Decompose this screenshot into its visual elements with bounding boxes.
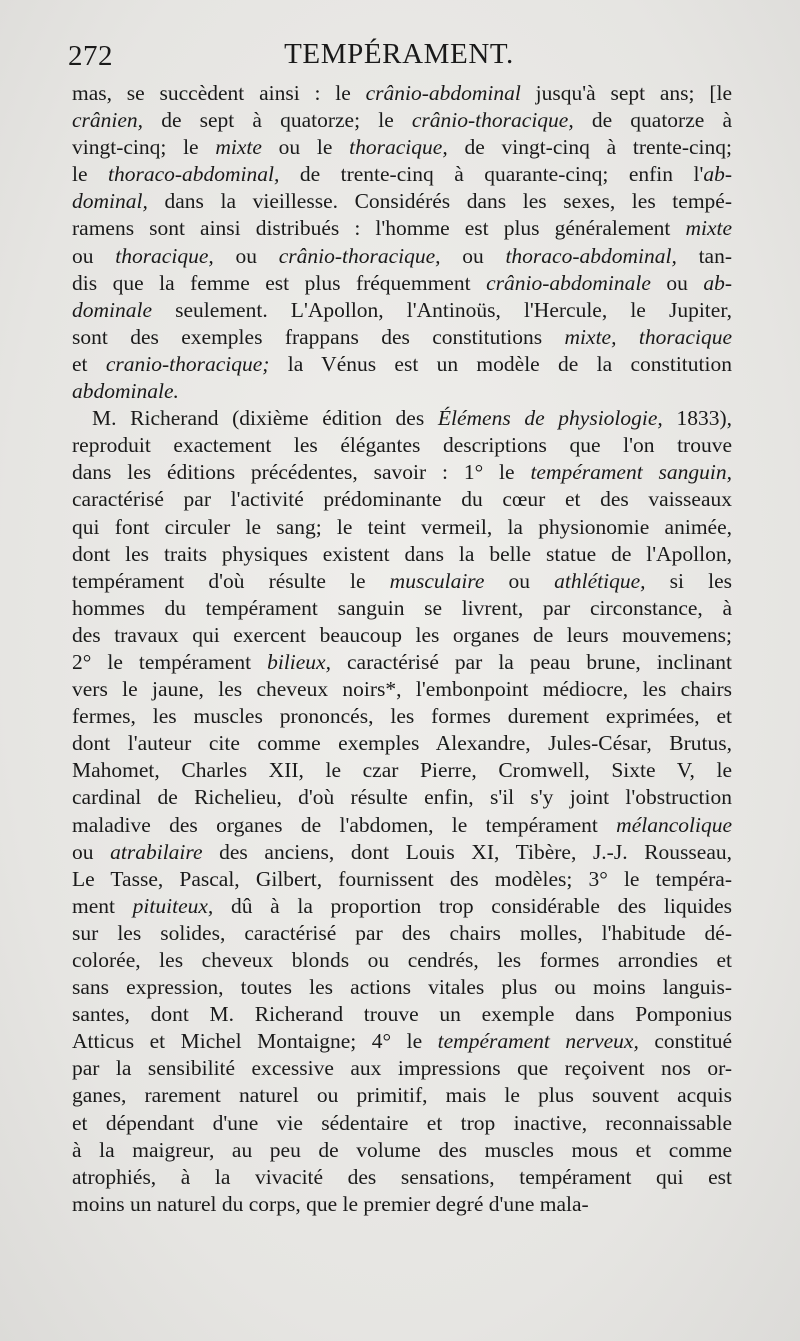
text-run: hommes du tempérament sanguin se livrent, par circonstance, à	[72, 595, 732, 620]
text-line	[72, 730, 732, 757]
text-run: vers le jaune, les cheveux noirs*, l'embonpoint médiocre, les chairs	[72, 677, 732, 702]
italic-text: ab-	[703, 270, 732, 295]
italic-text: mélancolique	[616, 812, 732, 837]
text-run: Mahomet, Charles XII, le czar Pierre, Cromwell, Sixte V, le	[72, 758, 732, 783]
italic-text: Élémens de physiologie,	[437, 406, 663, 431]
text-line	[72, 920, 732, 947]
italic-text: dominal,	[72, 189, 148, 214]
text-line	[72, 947, 732, 974]
text-run: vingt-cinq; le	[72, 135, 216, 160]
text-line	[72, 568, 732, 595]
text-line	[72, 324, 732, 351]
italic-text: crânio-abdominal	[365, 81, 521, 105]
text-line	[72, 1191, 732, 1218]
text-line	[72, 1001, 732, 1028]
running-title: TEMPÉRAMENT.	[284, 38, 514, 70]
text-line	[72, 459, 732, 486]
text-line	[72, 974, 732, 1001]
text-line	[72, 297, 732, 324]
page-number: 272	[68, 40, 113, 72]
text-run: ganes, rarement naturel ou primitif, mais le plus souvent acquis	[72, 1083, 732, 1108]
text-run: caractérisé par la peau brune, inclinant	[330, 649, 732, 674]
body-text	[72, 80, 732, 1218]
text-line	[72, 866, 732, 893]
text-line	[72, 80, 732, 107]
italic-text: mixte	[685, 216, 732, 241]
text-run: des anciens, dont Louis XI, Tibère, J.-J. Rousseau,	[202, 839, 732, 864]
text-line	[72, 595, 732, 622]
text-run: ment	[72, 893, 133, 918]
text-run: ou	[440, 243, 506, 268]
text-line	[72, 514, 732, 541]
text-line	[72, 351, 732, 378]
text-run: si les	[645, 568, 732, 593]
text-line	[72, 134, 732, 161]
text-line	[72, 378, 732, 405]
italic-text: thoracique,	[115, 243, 214, 268]
italic-text: mixte, thoracique	[564, 324, 732, 349]
italic-text: dominale	[72, 297, 153, 322]
text-line	[72, 757, 732, 784]
italic-text: tempérament sanguin,	[530, 460, 732, 485]
text-run: maladive des organes de l'abdomen, le tempérament	[72, 812, 617, 837]
text-line	[72, 1028, 732, 1055]
italic-text: thoraco-abdominal,	[107, 162, 280, 187]
text-run: ou	[72, 243, 116, 268]
text-run: sont des exemples frappans des constitutions	[72, 324, 565, 349]
text-line	[72, 839, 732, 866]
text-run: dont les traits physiques existent dans la belle statue de l'Apollon,	[72, 541, 732, 566]
italic-text: crânien,	[72, 108, 144, 133]
text-run: des travaux qui exercent beaucoup les organes de leurs mouvemens;	[72, 622, 732, 647]
italic-text: thoracique,	[349, 135, 448, 160]
text-run: le	[72, 162, 108, 187]
text-line	[72, 486, 732, 513]
text-line	[72, 784, 732, 811]
text-line	[72, 676, 732, 703]
text-run: constitué	[638, 1029, 732, 1054]
italic-text: athlétique,	[554, 568, 646, 593]
text-run: mas, se succèdent ainsi : le	[72, 81, 366, 105]
text-run: moins un naturel du corps, que le premier degré d'une mala-	[72, 1191, 589, 1216]
text-run: et dépendant d'une vie sédentaire et trop inactive, reconnaissable	[72, 1110, 732, 1135]
text-line	[72, 270, 732, 297]
text-run: de vingt-cinq à trente-cinq;	[447, 135, 732, 160]
italic-text: crânio-thoracique,	[411, 108, 574, 133]
text-run: caractérisé par l'activité prédominante du cœur et des vaisseaux	[72, 487, 732, 512]
text-run: M. Richerand (dixième édition des	[92, 406, 438, 431]
text-line	[72, 1110, 732, 1137]
text-run: de sept à quatorze; le	[143, 108, 412, 133]
text-run: dont l'auteur cite comme exemples Alexandre, Jules-César, Brutus,	[72, 731, 732, 756]
text-run: dis que la femme est plus fréquemment	[72, 270, 487, 295]
text-run: tempérament d'où résulte le	[72, 568, 390, 593]
text-line	[72, 161, 732, 188]
italic-text: crânio-abdominale	[486, 270, 651, 295]
text-run: Atticus et Michel Montaigne; 4° le	[72, 1029, 438, 1054]
text-run: atrophiés, à la vivacité des sensations, tempérament qui est	[72, 1164, 732, 1189]
italic-text: bilieux,	[267, 649, 331, 674]
italic-text: mixte	[215, 135, 262, 160]
text-line	[72, 1137, 732, 1164]
text-line	[72, 243, 732, 270]
italic-text: atrabilaire	[110, 839, 203, 864]
text-run: ou	[72, 839, 111, 864]
text-run: sans expression, toutes les actions vitales plus ou moins languis-	[72, 975, 732, 1000]
text-line	[72, 703, 732, 730]
text-run: ou le	[261, 135, 350, 160]
page-header	[68, 38, 730, 74]
text-run: Le Tasse, Pascal, Gilbert, fournissent des modèles; 3° le tempéra-	[72, 866, 732, 891]
text-line	[72, 541, 732, 568]
text-run: ramens sont ainsi distribués : l'homme est plus généralement	[72, 216, 686, 241]
italic-text: cranio-thoracique;	[105, 351, 270, 376]
text-run: jusqu'à sept ans; [le	[520, 81, 732, 105]
text-run: cardinal de Richelieu, d'où résulte enfin, s'il s'y joint l'obstruction	[72, 785, 732, 810]
text-run: reproduit exactement les élégantes descriptions que l'on trouve	[72, 433, 732, 458]
text-line	[72, 649, 732, 676]
text-line	[72, 893, 732, 920]
text-line	[72, 1055, 732, 1082]
text-line	[72, 215, 732, 242]
text-run: ou	[213, 243, 279, 268]
text-run: tan-	[676, 243, 732, 268]
text-run: dans la vieillesse. Considérés dans les sexes, les tempé-	[147, 189, 732, 214]
italic-text: thoraco-abdominal,	[505, 243, 677, 268]
text-run: qui font circuler le sang; le teint vermeil, la physionomie animée,	[72, 514, 732, 539]
text-line	[72, 432, 732, 459]
text-run: seulement. L'Apollon, l'Antinoüs, l'Hercule, le Jupiter,	[152, 297, 732, 322]
text-run: de quatorze à	[573, 108, 732, 133]
text-run: ou	[650, 270, 704, 295]
text-line	[72, 812, 732, 839]
text-run: la Vénus est un modèle de la constitution	[269, 351, 732, 376]
text-run: ou	[484, 568, 555, 593]
text-run: colorée, les cheveux blonds ou cendrés, les formes arrondies et	[72, 948, 732, 972]
text-run: santes, dont M. Richerand trouve un exemple dans Pomponius	[72, 1002, 732, 1027]
text-run: de trente-cinq à quarante-cinq; enfin l'	[279, 162, 704, 187]
text-line	[72, 107, 732, 134]
text-run: à la maigreur, au peu de volume des muscles mous et comme	[72, 1137, 732, 1162]
text-line	[72, 1082, 732, 1109]
text-run: 2° le tempérament	[72, 649, 268, 674]
italic-text: pituiteux,	[132, 893, 214, 918]
italic-text: tempérament nerveux,	[437, 1029, 639, 1054]
text-run: 1833),	[662, 406, 732, 431]
italic-text: ab-	[703, 162, 732, 187]
text-run: par la sensibilité excessive aux impressions que reçoivent nos or-	[72, 1056, 732, 1081]
text-line	[72, 622, 732, 649]
text-run: et	[72, 351, 106, 376]
text-line	[72, 188, 732, 215]
italic-text: crânio-thoracique,	[278, 243, 441, 268]
text-line	[72, 1164, 732, 1191]
text-run: sur les solides, caractérisé par des chairs molles, l'habitude dé-	[72, 920, 732, 945]
text-run: dû à la proportion trop considérable des liquides	[213, 893, 732, 918]
italic-text: abdominale.	[72, 379, 179, 404]
text-run: fermes, les muscles prononcés, les formes durement exprimées, et	[72, 704, 732, 729]
text-run: dans les éditions précédentes, savoir : 1° le	[72, 460, 531, 485]
italic-text: musculaire	[389, 568, 485, 593]
text-line	[72, 405, 732, 432]
